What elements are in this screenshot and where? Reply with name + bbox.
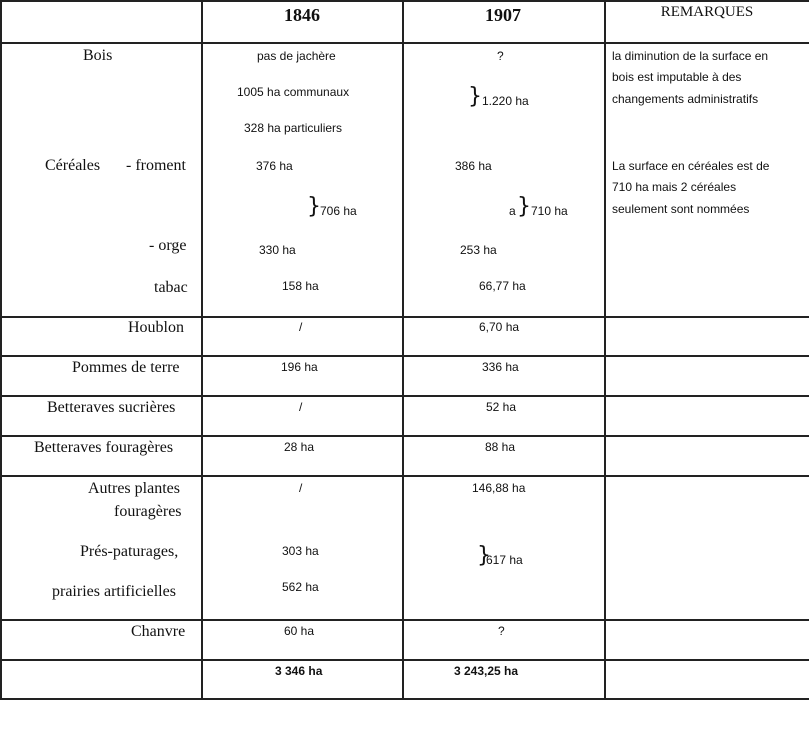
cell-orge-1846: 330 ha — [259, 243, 296, 257]
row-label-bois: Bois — [83, 47, 113, 64]
row-label-betteraves-sucrieres: Betteraves sucrières — [47, 399, 176, 416]
cell-bois-1907-a: ? — [497, 49, 504, 63]
cell-houblon-1846: / — [299, 320, 303, 334]
table-rule — [0, 355, 809, 357]
cell-houblon-1907: 6,70 ha — [479, 320, 520, 334]
row-label-autres-plantes: Autres plantes — [88, 480, 180, 497]
cell-prairies-1846: 562 ha — [282, 580, 319, 594]
row-label-tabac: tabac — [154, 279, 188, 296]
header-year-1907: 1907 — [485, 5, 521, 25]
table-rule — [0, 659, 809, 661]
cell-pommes-1907: 336 ha — [482, 360, 519, 374]
cell-tabac-1846: 158 ha — [282, 279, 319, 293]
row-label-froment: - froment — [126, 157, 186, 174]
cell-betfou-1846: 28 ha — [284, 440, 315, 454]
table-rule — [0, 0, 2, 699]
cell-cereales-total-1907-prefix: a — [509, 204, 516, 218]
row-label-pommes-de-terre: Pommes de terre — [72, 359, 180, 376]
remark-cereales-line-1: La surface en céréales est de — [612, 159, 770, 173]
cell-autres-1907: 146,88 ha — [472, 481, 526, 495]
row-label-orge: - orge — [149, 237, 187, 254]
table-rule — [0, 435, 809, 437]
cell-total-1846: 3 346 ha — [275, 664, 323, 678]
table-rule — [0, 316, 809, 318]
table-rule — [0, 395, 809, 397]
table-rule — [0, 698, 809, 700]
header-remarks: REMARQUES — [660, 4, 754, 20]
cell-total-1907: 3 243,25 ha — [454, 664, 519, 678]
cell-betsuc-1846: / — [299, 400, 303, 414]
table-rule — [604, 0, 606, 699]
cell-orge-1907: 253 ha — [460, 243, 497, 257]
remark-bois-line-1: la diminution de la surface en — [612, 49, 769, 63]
remark-cereales-line-2: 710 ha mais 2 céréales — [612, 180, 737, 194]
row-label-betteraves-fourageres: Betteraves fouragères — [34, 439, 174, 456]
remark-cereales-line-3: seulement sont nommées — [612, 202, 750, 216]
remark-bois-line-3: changements administratifs — [612, 92, 759, 106]
cell-pommes-1846: 196 ha — [281, 360, 318, 374]
cell-chanvre-1846: 60 ha — [284, 624, 315, 638]
cell-bois-1846-a: pas de jachère — [257, 49, 336, 63]
table-rule — [0, 475, 809, 477]
cell-bois-1846-b: 1005 ha communaux — [237, 85, 350, 99]
cell-froment-1846: 376 ha — [256, 159, 293, 173]
cell-bois-1846-c: 328 ha particuliers — [244, 121, 343, 135]
table-rule — [201, 0, 203, 699]
cell-froment-1907: 386 ha — [455, 159, 492, 173]
table-rule — [0, 0, 809, 2]
cell-betfou-1907: 88 ha — [485, 440, 516, 454]
table-rule — [0, 619, 809, 621]
cell-pres-1846: 303 ha — [282, 544, 319, 558]
table-rule — [0, 42, 809, 44]
brace-icon: } — [477, 543, 491, 568]
cell-autres-1846: / — [299, 481, 303, 495]
cell-betsuc-1907: 52 ha — [486, 400, 517, 414]
table-rule — [402, 0, 404, 699]
row-label-autres-fourageres: fouragères — [114, 503, 182, 520]
brace-icon: } — [307, 194, 321, 219]
row-label-chanvre: Chanvre — [131, 623, 186, 640]
remark-bois-line-2: bois est imputable à des — [612, 70, 742, 84]
row-label-pres-paturages: Prés-paturages, — [80, 543, 179, 560]
cell-chanvre-1907: ? — [498, 624, 505, 638]
cell-cereales-total-1907: 710 ha — [531, 204, 568, 218]
brace-icon: } — [517, 194, 531, 219]
cell-bois-1907-b: 1.220 ha — [482, 94, 529, 108]
brace-icon: } — [468, 84, 482, 109]
header-year-1846: 1846 — [284, 5, 320, 25]
row-label-prairies-artificielles: prairies artificielles — [52, 583, 176, 600]
cell-pres-1907: 617 ha — [486, 553, 523, 567]
row-label-houblon: Houblon — [128, 319, 184, 336]
cell-tabac-1907: 66,77 ha — [479, 279, 526, 293]
cell-cereales-total-1846: 706 ha — [320, 204, 357, 218]
row-label-cereales: Céréales — [45, 157, 101, 174]
